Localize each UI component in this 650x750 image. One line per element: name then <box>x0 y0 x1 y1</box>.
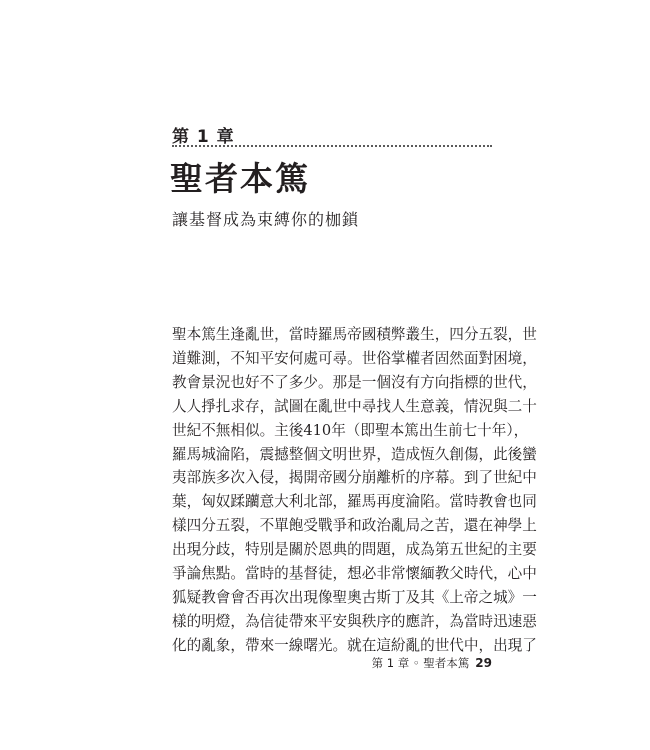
body-line: 教會景況也好不了多少。那是一個沒有方向指標的世代， <box>172 373 537 391</box>
body-line: 化的亂象，帶來一線曙光。就在這紛亂的世代中，出現了 <box>172 636 537 654</box>
dotted-divider <box>172 145 492 147</box>
body-line: 葉，匈奴蹂躪意大利北部，羅馬再度淪陷。當時教會也同 <box>172 493 537 511</box>
chapter-label: 第 1 章 <box>172 127 235 147</box>
body-line: 爭論焦點。當時的基督徒，想必非常懷緬教父時代，心中 <box>172 565 537 583</box>
chapter-title: 聖者本篤 <box>170 159 310 198</box>
body-line: 羅馬城淪陷，震撼整個文明世界，造成恆久創傷，此後蠻 <box>172 445 537 463</box>
chapter-subtitle: 讓基督成為束縛你的枷鎖 <box>172 210 360 229</box>
body-line: 狐疑教會會否再次出現像聖奧古斯丁及其《上帝之城》一 <box>172 588 537 606</box>
body-line: 世紀不無相似。主後410年（即聖本篤出生前七十年）， <box>172 421 529 439</box>
body-line: 道難測，不知平安何處可尋。世俗掌權者固然面對困境， <box>172 349 537 367</box>
body-line: 樣四分五裂，不單飽受戰爭和政治亂局之苦，還在神學上 <box>172 517 537 535</box>
body-line: 夷部族多次入侵，揭開帝國分崩離析的序幕。到了世紀中 <box>172 469 537 487</box>
body-paragraph <box>172 323 537 658</box>
body-line: 人人掙扎求存，試圖在亂世中尋找人生意義，情況與二十 <box>172 397 537 415</box>
body-line: 樣的明燈，為信徒帶來平安與秩序的應許，為當時迅速惡 <box>172 612 537 630</box>
page-number: 29 <box>475 656 492 670</box>
body-line: 聖本篤生逢亂世，當時羅馬帝國積弊叢生，四分五裂，世 <box>172 326 537 343</box>
page-footer <box>372 655 492 671</box>
body-line: 出現分歧，特別是關於恩典的問題，成為第五世紀的主要 <box>172 541 537 559</box>
running-head: 第 1 章 ◦ 聖者本篤 <box>371 656 470 670</box>
